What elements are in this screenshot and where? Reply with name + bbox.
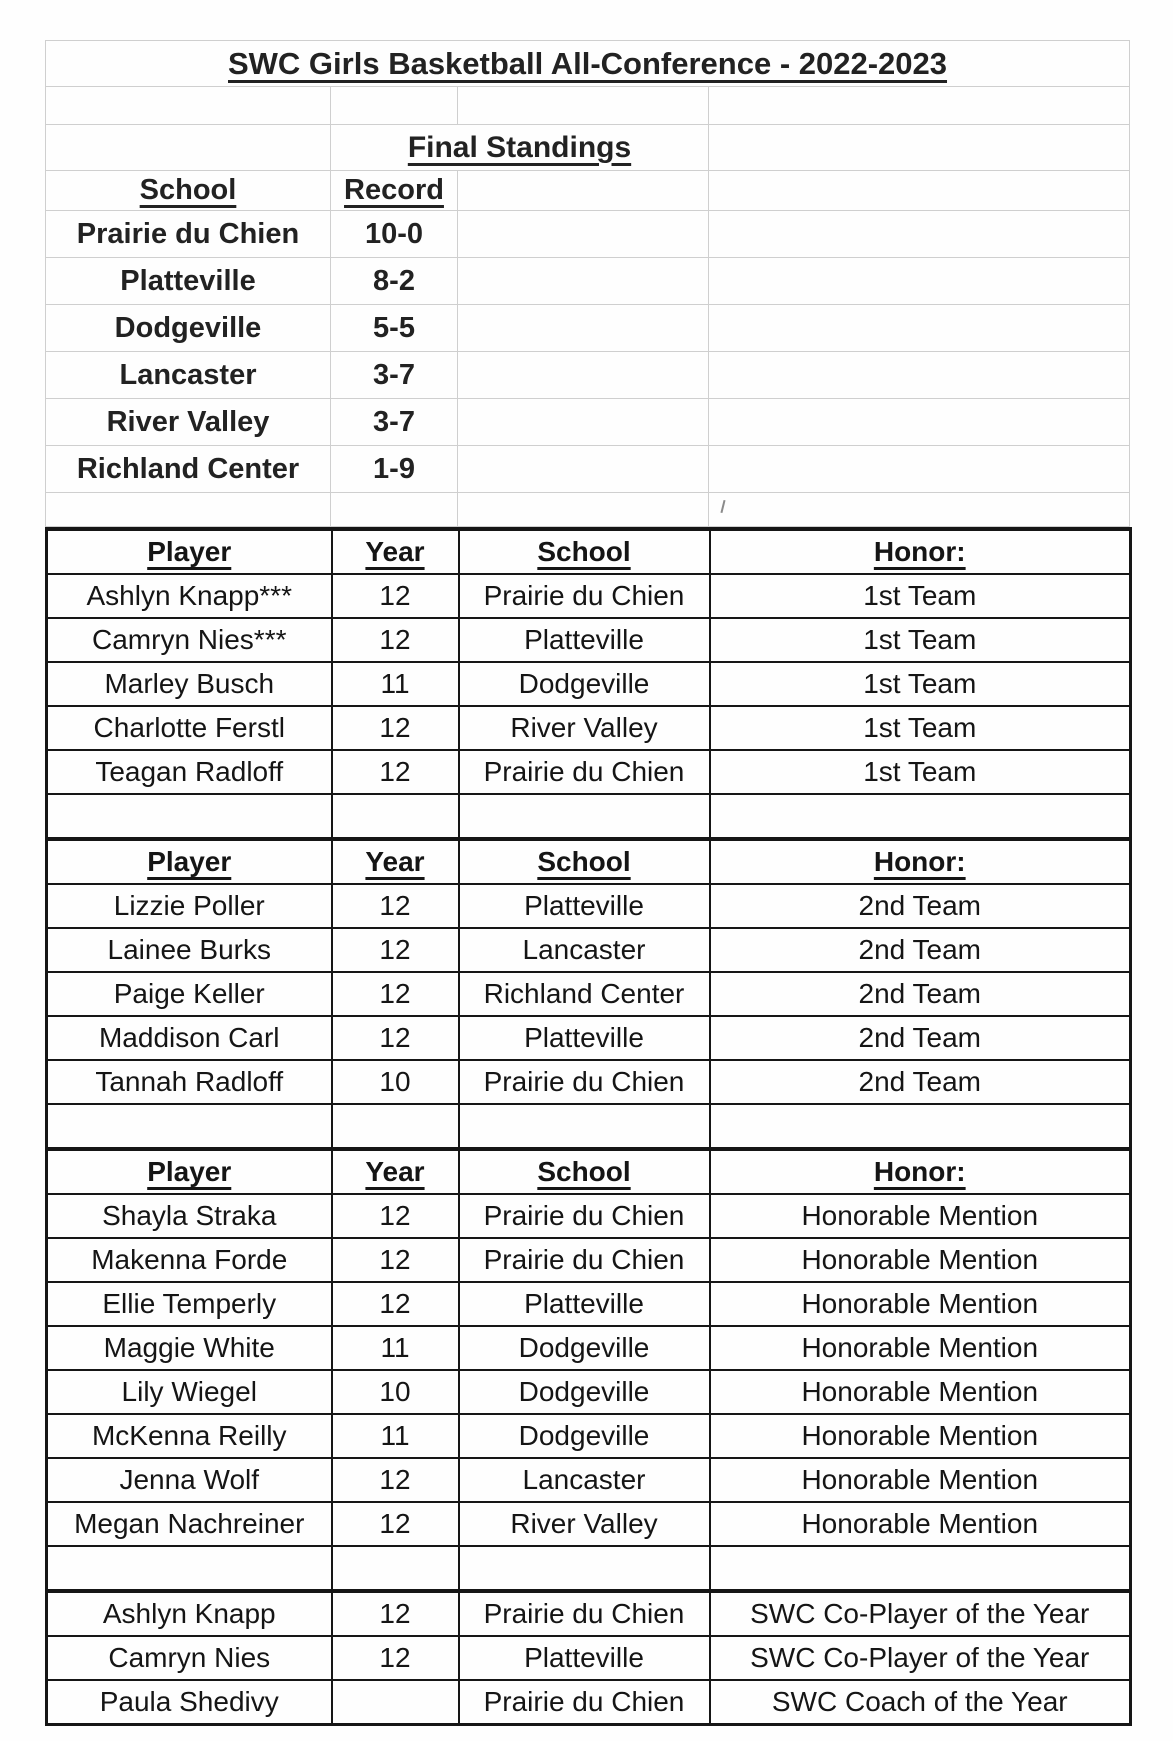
school-cell: Platteville (459, 1636, 710, 1680)
school-cell: Platteville (459, 884, 710, 928)
honors-row (47, 1591, 1131, 1636)
honors-row (47, 1282, 1131, 1326)
final-standings-row (46, 125, 1130, 171)
honor-cell: 1st Team (710, 662, 1131, 706)
standings-header-row (46, 171, 1130, 211)
player-cell: Jenna Wolf (47, 1458, 332, 1502)
honors-row (47, 750, 1131, 794)
player-cell: Camryn Nies (47, 1636, 332, 1680)
school-cell: Prairie du Chien (459, 1238, 710, 1282)
player-cell: Ashlyn Knapp (47, 1591, 332, 1636)
honors-row (47, 662, 1131, 706)
honor-cell: SWC Co-Player of the Year (710, 1636, 1131, 1680)
honors-row (47, 574, 1131, 618)
standings-row (46, 352, 1130, 399)
honors-row (47, 1238, 1131, 1282)
player-cell: Megan Nachreiner (47, 1502, 332, 1546)
player-cell: Maddison Carl (47, 1016, 332, 1060)
empty-row (46, 87, 1130, 125)
player-cell (47, 1546, 332, 1591)
school-cell: Richland Center (459, 972, 710, 1016)
year-cell: 10 (332, 1060, 459, 1104)
standings-school-cell: Lancaster (46, 352, 331, 399)
school-cell (459, 1546, 710, 1591)
school-cell: Platteville (459, 1016, 710, 1060)
honor-cell: 1st Team (710, 706, 1131, 750)
honors-row (47, 1326, 1131, 1370)
standings-grid (45, 40, 1130, 527)
year-cell: Year (332, 839, 459, 884)
year-cell: Year (332, 1149, 459, 1194)
standings-record-cell: 3-7 (331, 352, 458, 399)
year-cell: 11 (332, 1414, 459, 1458)
year-cell: Year (332, 529, 459, 574)
player-cell: Lainee Burks (47, 928, 332, 972)
standings-record-header: Record (344, 174, 444, 206)
standings-school-cell: Prairie du Chien (46, 211, 331, 258)
school-cell (459, 1104, 710, 1149)
player-cell: Ellie Temperly (47, 1282, 332, 1326)
honors-row (47, 839, 1131, 884)
standings-school-cell: Richland Center (46, 446, 331, 493)
honor-cell: 1st Team (710, 574, 1131, 618)
honors-row (47, 1546, 1131, 1591)
honor-cell: Honor: (710, 1149, 1131, 1194)
standings-heading: Final Standings (407, 130, 632, 164)
school-cell: School (459, 529, 710, 574)
honors-row (47, 928, 1131, 972)
school-cell: Prairie du Chien (459, 1060, 710, 1104)
standings-record-cell: 10-0 (331, 211, 458, 258)
standings-school-header: School (139, 174, 237, 206)
school-cell: Prairie du Chien (459, 750, 710, 794)
honors-row (47, 1370, 1131, 1414)
school-cell: Lancaster (459, 1458, 710, 1502)
standings-row (46, 399, 1130, 446)
player-cell: Lizzie Poller (47, 884, 332, 928)
honor-cell: 2nd Team (710, 1016, 1131, 1060)
honors-table (45, 527, 1132, 1726)
year-cell: 12 (332, 706, 459, 750)
school-cell (459, 794, 710, 839)
year-cell: 12 (332, 1238, 459, 1282)
page-title: SWC Girls Basketball All-Conference - 2022-2023 (228, 45, 948, 81)
honors-row (47, 1149, 1131, 1194)
year-cell (332, 1104, 459, 1149)
year-cell: 12 (332, 1458, 459, 1502)
standings-record-cell: 5-5 (331, 305, 458, 352)
year-cell: 12 (332, 1194, 459, 1238)
standings-record-cell: 3-7 (331, 399, 458, 446)
year-cell: 11 (332, 1326, 459, 1370)
standings-row (46, 258, 1130, 305)
school-cell: Lancaster (459, 928, 710, 972)
year-cell: 10 (332, 1370, 459, 1414)
player-cell: Teagan Radloff (47, 750, 332, 794)
player-cell: Player (47, 529, 332, 574)
honors-row (47, 884, 1131, 928)
school-cell: Platteville (459, 1282, 710, 1326)
honor-cell: Honor: (710, 839, 1131, 884)
honor-cell: Honorable Mention (710, 1414, 1131, 1458)
honor-cell: Honorable Mention (710, 1238, 1131, 1282)
year-cell (332, 1680, 459, 1725)
honor-cell: Honorable Mention (710, 1326, 1131, 1370)
standings-rows (46, 211, 1130, 493)
honors-rows (47, 529, 1131, 1725)
title-row (46, 41, 1130, 87)
honor-cell: 1st Team (710, 618, 1131, 662)
year-cell: 12 (332, 1282, 459, 1326)
player-cell: Makenna Forde (47, 1238, 332, 1282)
honor-cell: 2nd Team (710, 972, 1131, 1016)
honors-row (47, 706, 1131, 750)
school-cell: Prairie du Chien (459, 1591, 710, 1636)
school-cell: Platteville (459, 618, 710, 662)
school-cell: School (459, 839, 710, 884)
player-cell: Player (47, 839, 332, 884)
honor-cell: 2nd Team (710, 884, 1131, 928)
honor-cell: Honorable Mention (710, 1282, 1131, 1326)
player-cell: Tannah Radloff (47, 1060, 332, 1104)
player-cell: Shayla Straka (47, 1194, 332, 1238)
honors-row (47, 1194, 1131, 1238)
empty-row (46, 493, 1130, 527)
standings-school-cell: River Valley (46, 399, 331, 446)
school-cell: River Valley (459, 1502, 710, 1546)
honor-cell (710, 794, 1131, 839)
honors-row (47, 1636, 1131, 1680)
player-cell: Charlotte Ferstl (47, 706, 332, 750)
honors-row (47, 1458, 1131, 1502)
school-cell: Prairie du Chien (459, 1194, 710, 1238)
player-cell: Paige Keller (47, 972, 332, 1016)
honors-row (47, 972, 1131, 1016)
honor-cell: SWC Co-Player of the Year (710, 1591, 1131, 1636)
school-cell: Prairie du Chien (459, 574, 710, 618)
year-cell: 11 (332, 662, 459, 706)
honors-row (47, 1502, 1131, 1546)
player-cell: Marley Busch (47, 662, 332, 706)
honor-cell: 2nd Team (710, 928, 1131, 972)
standings-school-cell: Dodgeville (46, 305, 331, 352)
standings-school-cell: Platteville (46, 258, 331, 305)
honors-row (47, 1016, 1131, 1060)
honor-cell: Honorable Mention (710, 1502, 1131, 1546)
school-cell: Dodgeville (459, 662, 710, 706)
honors-row (47, 1680, 1131, 1725)
player-cell (47, 794, 332, 839)
year-cell (332, 794, 459, 839)
standings-row (46, 446, 1130, 493)
year-cell: 12 (332, 618, 459, 662)
honors-row (47, 1414, 1131, 1458)
player-cell: Ashlyn Knapp*** (47, 574, 332, 618)
honor-cell (710, 1104, 1131, 1149)
honors-row (47, 529, 1131, 574)
year-cell: 12 (332, 1016, 459, 1060)
standings-row (46, 305, 1130, 352)
year-cell: 12 (332, 928, 459, 972)
honor-cell: Honorable Mention (710, 1370, 1131, 1414)
year-cell: 12 (332, 574, 459, 618)
year-cell: 12 (332, 884, 459, 928)
honors-row (47, 1104, 1131, 1149)
honor-cell: 1st Team (710, 750, 1131, 794)
player-cell: Camryn Nies*** (47, 618, 332, 662)
honors-row (47, 1060, 1131, 1104)
year-cell: 12 (332, 1591, 459, 1636)
year-cell: 12 (332, 1636, 459, 1680)
school-cell: River Valley (459, 706, 710, 750)
player-cell: Lily Wiegel (47, 1370, 332, 1414)
player-cell: Maggie White (47, 1326, 332, 1370)
standings-record-cell: 1-9 (331, 446, 458, 493)
standings-record-cell: 8-2 (331, 258, 458, 305)
school-cell: Dodgeville (459, 1414, 710, 1458)
school-cell: Dodgeville (459, 1370, 710, 1414)
standings-row (46, 211, 1130, 258)
school-cell: Dodgeville (459, 1326, 710, 1370)
player-cell (47, 1104, 332, 1149)
honor-cell (710, 1546, 1131, 1591)
year-cell: 12 (332, 1502, 459, 1546)
honor-cell: Honorable Mention (710, 1458, 1131, 1502)
year-cell: 12 (332, 750, 459, 794)
school-cell: Prairie du Chien (459, 1680, 710, 1725)
honor-cell: Honor: (710, 529, 1131, 574)
honor-cell: SWC Coach of the Year (710, 1680, 1131, 1725)
honor-cell: 2nd Team (710, 1060, 1131, 1104)
player-cell: McKenna Reilly (47, 1414, 332, 1458)
honors-row (47, 794, 1131, 839)
player-cell: Player (47, 1149, 332, 1194)
player-cell: Paula Shedivy (47, 1680, 332, 1725)
honors-row (47, 618, 1131, 662)
year-cell (332, 1546, 459, 1591)
honor-cell: Honorable Mention (710, 1194, 1131, 1238)
school-cell: School (459, 1149, 710, 1194)
year-cell: 12 (332, 972, 459, 1016)
